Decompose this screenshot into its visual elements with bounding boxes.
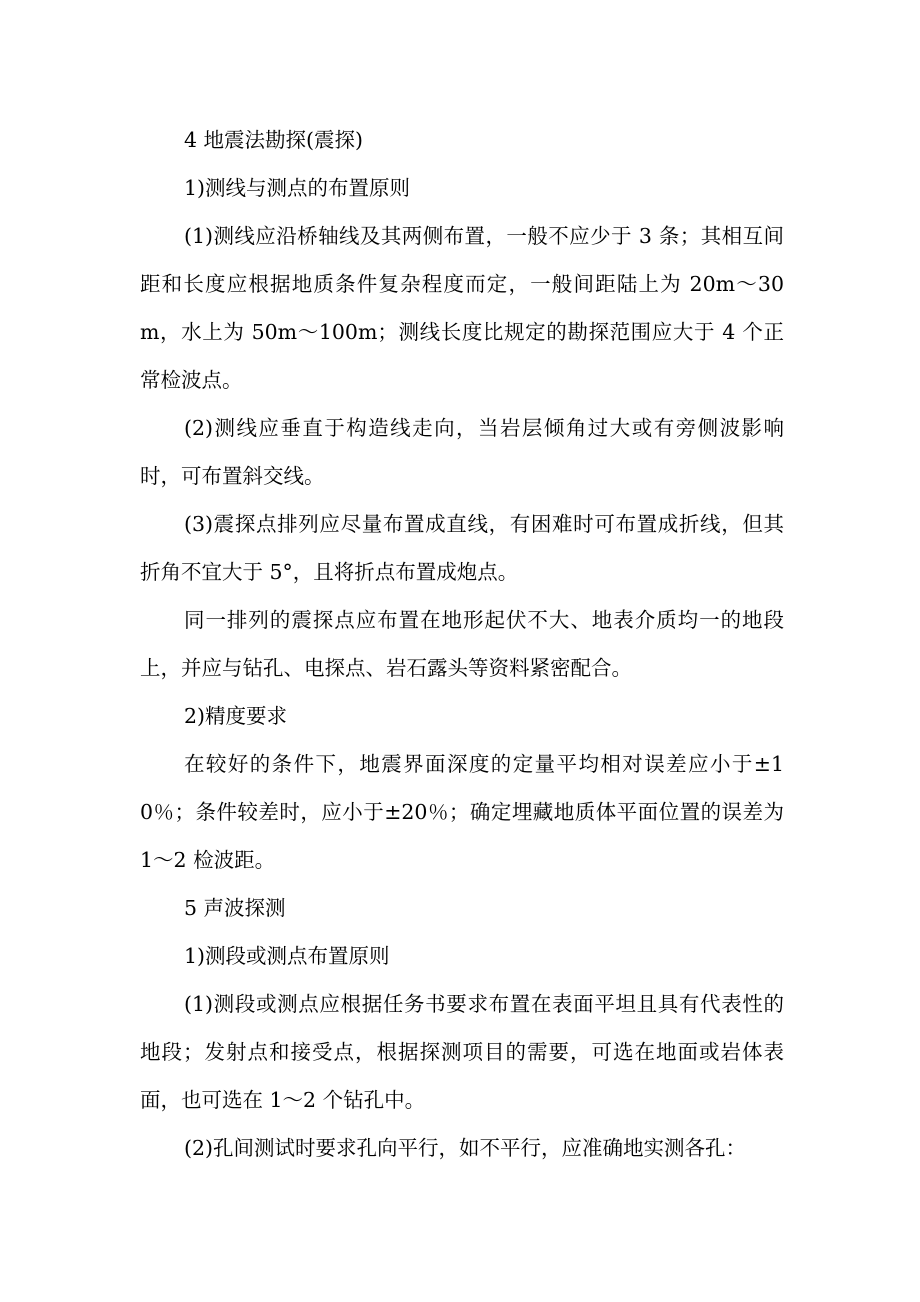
paragraph-segment-1: (1)测段或测点应根据任务书要求布置在表面平坦且具有代表性的地段；发射点和接受点，根据探测项目的需要，可选在地面或岩体表面，也可选在 1～2 个钻孔中。 [140, 992, 784, 1112]
subheading-accuracy: 2)精度要求 [184, 704, 288, 728]
subheading-segment-principles: 1)测段或测点布置原则 [184, 944, 390, 968]
section-heading-seismic: 4 地震法勘探(震探) [184, 128, 364, 152]
paragraph-segment-2: (2)孔间测试时要求孔向平行，如不平行，应准确地实测各孔： [184, 1136, 747, 1160]
document-body [140, 116, 784, 1172]
paragraph-line-layout-3: (3)震探点排列应尽量布置成直线，有困难时可布置成折线，但其折角不宜大于 5°，且将折点布置成炮点。 [140, 512, 784, 584]
section-heading-acoustic: 5 声波探测 [184, 896, 286, 920]
paragraph-line-layout-1: (1)测线应沿桥轴线及其两侧布置，一般不应少于 3 条；其相互间距和长度应根据地质条件复杂程度而定，一般间距陆上为 20m～30m，水上为 50m～100m；测线长度比规定的勘探范围应大于 4 个正常检波点。 [140, 224, 784, 392]
paragraph-same-array: 同一排列的震探点应布置在地形起伏不大、地表介质均一的地段上，并应与钻孔、电探点、岩石露头等资料紧密配合。 [140, 608, 784, 680]
subheading-layout-principles: 1)测线与测点的布置原则 [184, 176, 411, 200]
paragraph-line-layout-2: (2)测线应垂直于构造线走向，当岩层倾角过大或有旁侧波影响时，可布置斜交线。 [140, 416, 784, 488]
paragraph-accuracy: 在较好的条件下，地震界面深度的定量平均相对误差应小于±10％；条件较差时，应小于±20％；确定埋藏地质体平面位置的误差为 1～2 检波距。 [140, 752, 784, 872]
